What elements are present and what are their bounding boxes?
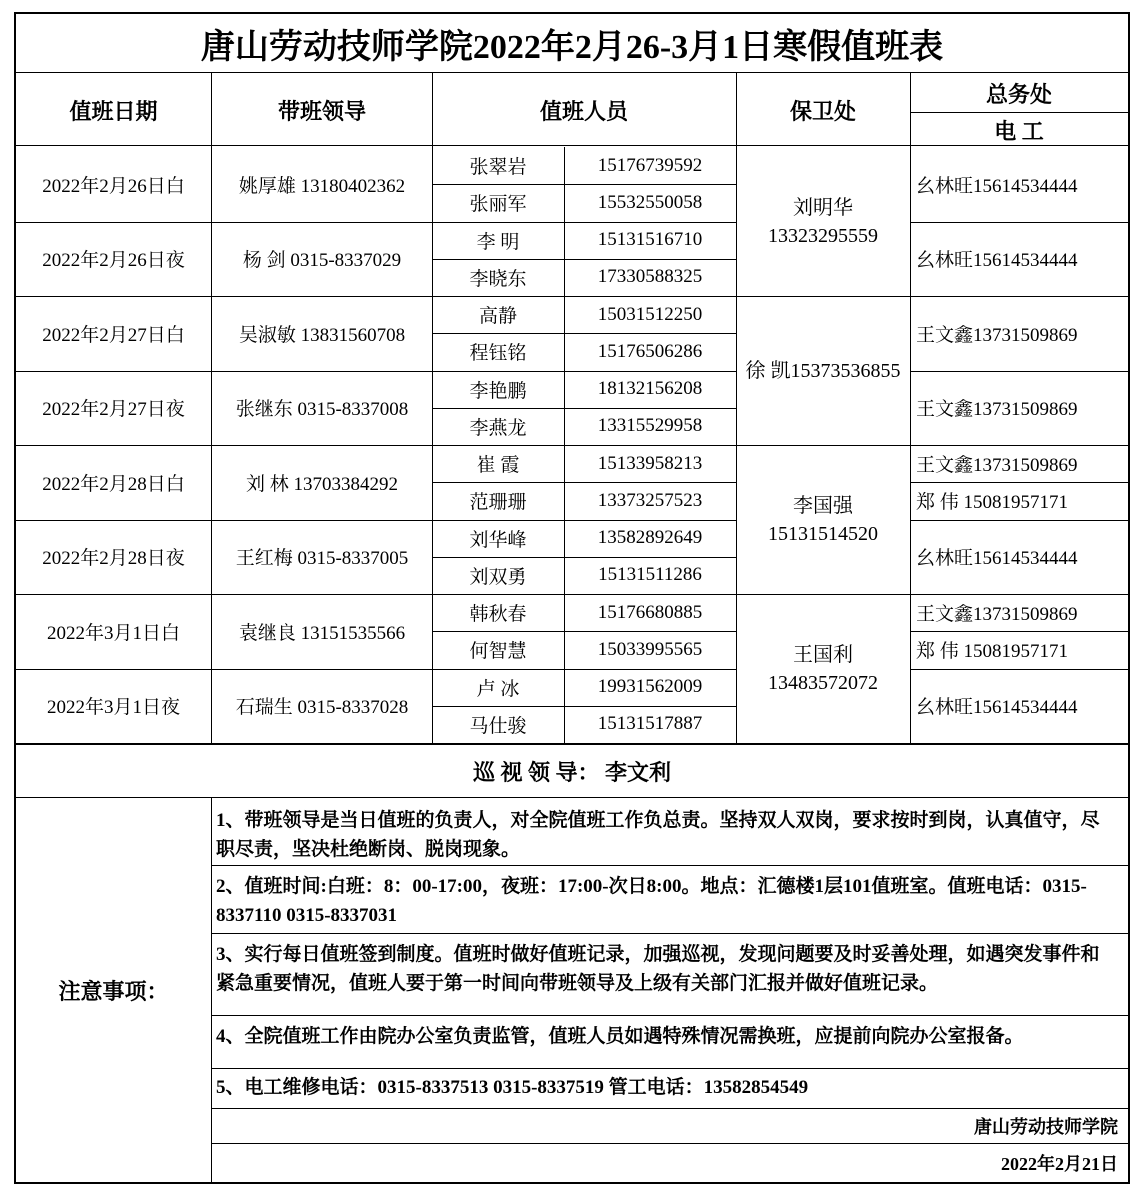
staff-phone: 15176680885 bbox=[597, 601, 703, 623]
staff-name: 马仕骏 bbox=[469, 715, 527, 737]
electrician-entry: 王文鑫13731509869 bbox=[916, 324, 1078, 346]
staff-name: 范珊珊 bbox=[469, 492, 527, 514]
divider bbox=[910, 112, 1128, 113]
shift-leader: 姚厚雄 13180402362 bbox=[238, 175, 406, 197]
electrician-entry: 郑 伟 15081957171 bbox=[916, 641, 1069, 663]
divider bbox=[432, 333, 736, 334]
staff-name: 刘华峰 bbox=[469, 529, 527, 551]
security-officer-name: 李国强 bbox=[793, 494, 853, 517]
shift-date: 2022年2月27日夜 bbox=[42, 399, 185, 421]
staff-phone: 15131516710 bbox=[597, 229, 703, 251]
shift-leader: 石瑞生 0315-8337028 bbox=[235, 697, 409, 719]
staff-name: 卢 冰 bbox=[476, 678, 520, 700]
shift-date: 2022年3月1日夜 bbox=[46, 697, 180, 719]
staff-phone: 13373257523 bbox=[597, 489, 703, 511]
staff-phone: 15532550058 bbox=[597, 191, 703, 213]
security-officer-phone: 13323295559 bbox=[768, 224, 878, 247]
security-officer-name: 王国利 bbox=[793, 643, 853, 666]
shift-date: 2022年3月1日白 bbox=[46, 622, 180, 644]
header-date: 值班日期 bbox=[69, 98, 158, 124]
electrician-entry: 郑 伟 15081957171 bbox=[916, 492, 1069, 514]
divider bbox=[432, 184, 736, 185]
duty-roster-table bbox=[14, 12, 1130, 1184]
note-item: 1、带班领导是当日值班的负责人，对全院值班工作负总责。坚持双人双岗，要求按时到岗，认真值守，尽职尽责，坚决杜绝断岗、脱岗现象。 bbox=[216, 810, 1100, 860]
divider bbox=[564, 147, 565, 743]
staff-name: 刘双勇 bbox=[469, 566, 527, 588]
staff-phone: 15031512250 bbox=[597, 303, 703, 325]
security-officer-name: 刘明华 bbox=[793, 196, 853, 219]
divider bbox=[736, 72, 737, 743]
staff-name: 李艳鹏 bbox=[469, 380, 527, 402]
shift-leader: 王红梅 0315-8337005 bbox=[235, 548, 409, 570]
divider bbox=[432, 72, 433, 743]
staff-phone: 15131511286 bbox=[598, 564, 702, 586]
staff-name: 李燕龙 bbox=[469, 417, 527, 439]
staff-name: 程钰铭 bbox=[469, 343, 527, 365]
electrician-entry: 幺林旺15614534444 bbox=[916, 697, 1078, 719]
shift-date: 2022年2月28日夜 bbox=[42, 548, 185, 570]
security-officer bbox=[736, 296, 910, 445]
staff-phone: 18132156208 bbox=[597, 378, 703, 400]
security-officer-phone: 15131514520 bbox=[768, 522, 878, 545]
staff-name: 张翠岩 bbox=[469, 157, 527, 179]
patrol-leader: 巡 视 领 导： 李文利 bbox=[472, 759, 671, 785]
staff-name: 何智慧 bbox=[469, 641, 527, 663]
header-leader: 带班领导 bbox=[277, 98, 366, 124]
divider bbox=[212, 1015, 1128, 1016]
divider bbox=[432, 631, 736, 632]
shift-leader: 杨 剑 0315-8337029 bbox=[242, 250, 402, 272]
shift-date: 2022年2月26日夜 bbox=[42, 250, 185, 272]
divider bbox=[211, 72, 212, 743]
shift-date: 2022年2月28日白 bbox=[42, 473, 185, 495]
security-officer bbox=[736, 594, 910, 743]
note-item: 5、电工维修电话：0315-8337513 0315-8337519 管工电话：13582854549 bbox=[216, 1077, 809, 1098]
staff-name: 李晓东 bbox=[469, 268, 527, 290]
divider bbox=[16, 72, 1128, 73]
shift-date: 2022年2月27日白 bbox=[42, 324, 185, 346]
divider bbox=[16, 744, 1128, 745]
electrician-entry: 幺林旺15614534444 bbox=[916, 175, 1078, 197]
electrician-entry: 王文鑫13731509869 bbox=[916, 455, 1078, 477]
note-item: 4、全院值班工作由院办公室负责监管，值班人员如遇特殊情况需换班，应提前向院办公室报备。 bbox=[216, 1026, 1024, 1047]
divider bbox=[16, 797, 1128, 798]
staff-phone: 19931562009 bbox=[597, 676, 703, 698]
issuer: 唐山劳动技师学院 bbox=[974, 1117, 1118, 1137]
note-item: 2、值班时间:白班：8：00-17:00，夜班：17:00-次日8:00。地点：汇德楼1层101值班室。值班电话：0315-8337110 0315-8337031 bbox=[216, 876, 1087, 926]
issue-date: 2022年2月21日 bbox=[1001, 1154, 1118, 1174]
header-staff: 值班人员 bbox=[539, 98, 628, 124]
staff-phone: 15033995565 bbox=[597, 638, 703, 660]
divider bbox=[212, 1068, 1128, 1069]
security-officer-phone: 13483572072 bbox=[768, 671, 878, 694]
header-electrician: 电 工 bbox=[994, 118, 1044, 144]
electrician-entry: 王文鑫13731509869 bbox=[916, 604, 1078, 626]
divider bbox=[212, 1108, 1128, 1109]
electrician-entry: 幺林旺15614534444 bbox=[916, 250, 1078, 272]
security-officer bbox=[736, 147, 910, 296]
shift-leader: 吴淑敏 13831560708 bbox=[238, 324, 406, 346]
divider bbox=[910, 72, 911, 743]
staff-phone: 13315529958 bbox=[597, 415, 703, 437]
divider bbox=[16, 145, 1128, 146]
electrician-entry: 幺林旺15614534444 bbox=[916, 548, 1078, 570]
shift-leader: 张继东 0315-8337008 bbox=[235, 399, 409, 421]
divider bbox=[432, 408, 736, 409]
divider bbox=[432, 706, 736, 707]
staff-name: 高静 bbox=[478, 306, 517, 328]
divider bbox=[212, 865, 1128, 866]
staff-phone: 15176506286 bbox=[597, 340, 703, 362]
header-general-affairs: 总务处 bbox=[985, 81, 1052, 107]
divider bbox=[432, 482, 736, 483]
divider bbox=[212, 1143, 1128, 1144]
shift-date: 2022年2月26日白 bbox=[42, 175, 185, 197]
staff-name: 李 明 bbox=[476, 231, 520, 253]
header-security: 保卫处 bbox=[789, 98, 856, 124]
staff-name: 韩秋春 bbox=[469, 604, 527, 626]
shift-leader: 刘 林 13703384292 bbox=[245, 473, 398, 495]
staff-phone: 17330588325 bbox=[597, 266, 703, 288]
note-item: 3、实行每日值班签到制度。值班时做好值班记录，加强巡视，发现问题要及时妥善处理，如遇突发事件和紧急重要情况，值班人要于第一时间向带班领导及上级有关部门汇报并做好值班记录。 bbox=[216, 944, 1100, 994]
staff-phone: 13582892649 bbox=[597, 527, 703, 549]
electrician-entry: 王文鑫13731509869 bbox=[916, 399, 1078, 421]
security-officer bbox=[736, 445, 910, 594]
staff-name: 崔 霞 bbox=[476, 455, 520, 477]
shift-leader: 袁继良 13151535566 bbox=[238, 622, 406, 644]
staff-phone: 15176739592 bbox=[597, 154, 703, 176]
staff-phone: 15133958213 bbox=[597, 452, 703, 474]
staff-phone: 15131517887 bbox=[597, 713, 703, 735]
security-officer-text: 徐 凯15373536855 bbox=[745, 359, 901, 382]
divider bbox=[432, 557, 736, 558]
notes-label: 注意事项： bbox=[58, 978, 169, 1004]
page-title: 唐山劳动技师学院2022年2月26-3月1日寒假值班表 bbox=[200, 28, 944, 66]
divider bbox=[432, 259, 736, 260]
divider bbox=[212, 933, 1128, 934]
staff-name: 张丽军 bbox=[469, 194, 527, 216]
